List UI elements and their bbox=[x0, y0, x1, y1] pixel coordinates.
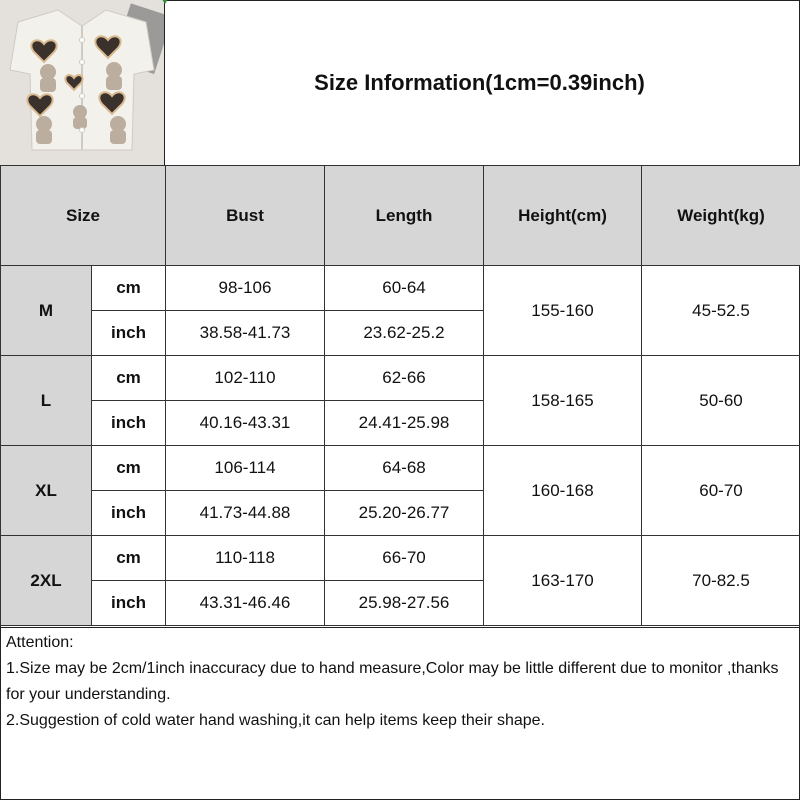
table-row bbox=[1, 446, 800, 491]
header-height: Height(cm) bbox=[484, 166, 642, 266]
top-banner bbox=[0, 0, 800, 166]
length-inch: 25.98-27.56 bbox=[325, 581, 484, 626]
notes-line-2: 2.Suggestion of cold water hand washing,it can help items keep their shape. bbox=[6, 712, 545, 729]
length-cm: 66-70 bbox=[325, 536, 484, 581]
bust-inch: 38.58-41.73 bbox=[166, 311, 325, 356]
bust-inch: 40.16-43.31 bbox=[166, 401, 325, 446]
table-header-row bbox=[1, 166, 800, 266]
table-row bbox=[1, 266, 800, 311]
bust-cm: 110-118 bbox=[166, 536, 325, 581]
bust-inch: 43.31-46.46 bbox=[166, 581, 325, 626]
length-inch: 23.62-25.2 bbox=[325, 311, 484, 356]
bust-cm: 106-114 bbox=[166, 446, 325, 491]
size-table bbox=[0, 165, 800, 626]
length-cm: 60-64 bbox=[325, 266, 484, 311]
unit-label: cm bbox=[92, 266, 166, 311]
header-weight: Weight(kg) bbox=[642, 166, 800, 266]
size-info-title: Size Information(1cm=0.39inch) bbox=[314, 69, 645, 95]
unit-label: inch bbox=[92, 491, 166, 536]
height-range: 163-170 bbox=[484, 536, 642, 626]
size-label: XL bbox=[1, 446, 92, 536]
bust-inch: 41.73-44.88 bbox=[166, 491, 325, 536]
unit-label: inch bbox=[92, 311, 166, 356]
length-inch: 24.41-25.98 bbox=[325, 401, 484, 446]
notes-heading: Attention: bbox=[6, 634, 74, 651]
size-label: M bbox=[1, 266, 92, 356]
product-thumbnail bbox=[0, 0, 165, 165]
length-cm: 62-66 bbox=[325, 356, 484, 401]
unit-label: cm bbox=[92, 356, 166, 401]
size-label: 2XL bbox=[1, 536, 92, 626]
attention-notes bbox=[0, 627, 800, 800]
height-range: 155-160 bbox=[484, 266, 642, 356]
table-row bbox=[1, 536, 800, 581]
bust-cm: 102-110 bbox=[166, 356, 325, 401]
unit-label: inch bbox=[92, 401, 166, 446]
weight-range: 45-52.5 bbox=[642, 266, 800, 356]
size-label: L bbox=[1, 356, 92, 446]
weight-range: 50-60 bbox=[642, 356, 800, 446]
weight-range: 70-82.5 bbox=[642, 536, 800, 626]
height-range: 158-165 bbox=[484, 356, 642, 446]
header-bust: Bust bbox=[166, 166, 325, 266]
unit-label: inch bbox=[92, 581, 166, 626]
unit-label: cm bbox=[92, 446, 166, 491]
cardigan-image bbox=[0, 0, 164, 165]
table-row bbox=[1, 356, 800, 401]
bust-cm: 98-106 bbox=[166, 266, 325, 311]
unit-label: cm bbox=[92, 536, 166, 581]
weight-range: 60-70 bbox=[642, 446, 800, 536]
notes-line-1: 1.Size may be 2cm/1inch inaccuracy due to hand measure,Color may be little different due to monitor ,thanks for your understanding. bbox=[6, 660, 779, 703]
length-inch: 25.20-26.77 bbox=[325, 491, 484, 536]
header-length: Length bbox=[325, 166, 484, 266]
height-range: 160-168 bbox=[484, 446, 642, 536]
header-size: Size bbox=[1, 166, 166, 266]
length-cm: 64-68 bbox=[325, 446, 484, 491]
